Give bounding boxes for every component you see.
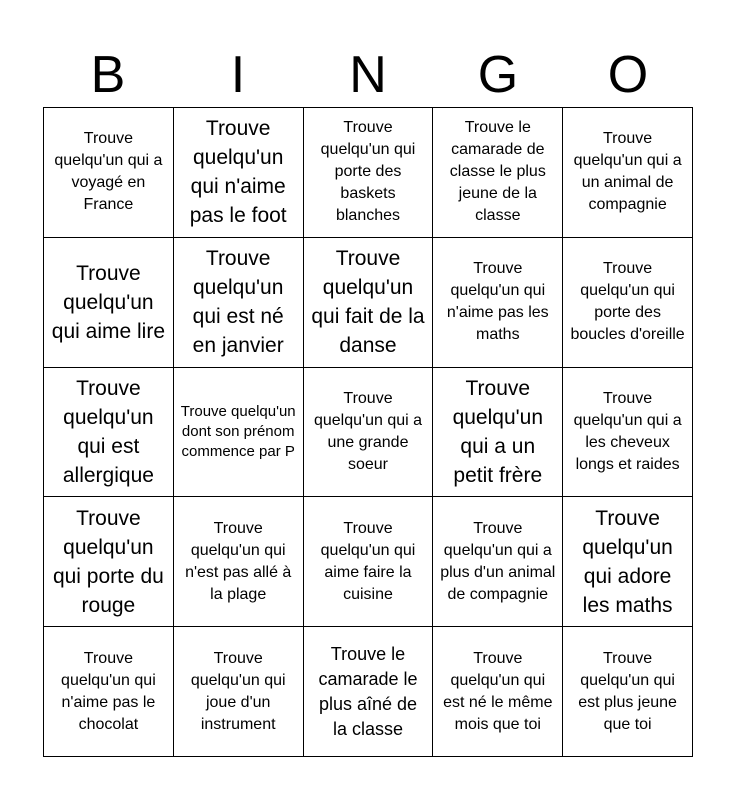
bingo-cell-text: Trouve quelqu'un qui porte des baskets blanches — [320, 119, 416, 225]
bingo-cell[interactable] — [433, 108, 563, 238]
bingo-cell[interactable] — [174, 497, 304, 627]
bingo-header — [43, 42, 693, 108]
bingo-cell[interactable] — [304, 238, 434, 368]
bingo-cell[interactable] — [563, 497, 693, 627]
bingo-cell-text: Trouve quelqu'un qui porte du rouge — [52, 506, 164, 617]
bingo-grid — [43, 107, 693, 757]
bingo-cell[interactable] — [563, 108, 693, 238]
bingo-cell[interactable] — [174, 368, 304, 498]
bingo-cell-text: Trouve quelqu'un qui n'est pas allé à la plage — [185, 519, 292, 603]
bingo-cell-text: Trouve quelqu'un qui a les cheveux longs et raides — [573, 389, 682, 473]
bingo-cell[interactable] — [44, 108, 174, 238]
header-letter-n: N — [349, 46, 387, 104]
bingo-cell[interactable] — [174, 238, 304, 368]
bingo-cell-text: Trouve quelqu'un qui porte des boucles d'oreille — [570, 260, 685, 344]
header-letter-o: O — [607, 46, 649, 104]
bingo-cell-text: Trouve quelqu'un qui est né le même mois que toi — [443, 649, 553, 733]
bingo-cell[interactable] — [563, 238, 693, 368]
bingo-cell-text: Trouve quelqu'un qui n'aime pas les maths — [446, 260, 549, 344]
bingo-cell[interactable] — [433, 627, 563, 757]
bingo-cell[interactable] — [304, 497, 434, 627]
bingo-cell[interactable] — [44, 627, 174, 757]
header-letter-i: I — [230, 46, 246, 104]
bingo-cell[interactable] — [44, 497, 174, 627]
bingo-cell[interactable] — [304, 368, 434, 498]
header-letter-b: B — [90, 46, 126, 104]
bingo-cell[interactable] — [304, 108, 434, 238]
bingo-cell[interactable] — [433, 497, 563, 627]
bingo-cell[interactable] — [174, 627, 304, 757]
bingo-cell-text: Trouve le camarade de classe le plus jeune de la classe — [449, 119, 546, 225]
bingo-cell-text: Trouve quelqu'un qui a plus d'un animal de compagnie — [440, 519, 556, 603]
bingo-cell[interactable] — [563, 627, 693, 757]
bingo-cell[interactable] — [433, 368, 563, 498]
bingo-cell[interactable] — [174, 108, 304, 238]
header-letter-g: G — [477, 46, 519, 104]
bingo-cell-text: Trouve le camarade le plus aîné de la classe — [318, 643, 418, 739]
bingo-cell-text: Trouve quelqu'un qui est plus jeune que toi — [578, 649, 677, 733]
bingo-cell-text: Trouve quelqu'un qui a une grande soeur — [313, 389, 423, 473]
bingo-cell-text: Trouve quelqu'un qui n'aime pas le foot — [189, 117, 287, 228]
bingo-cell-text: Trouve quelqu'un qui a un animal de compagnie — [573, 130, 682, 214]
bingo-cell[interactable] — [44, 238, 174, 368]
bingo-cell-text: Trouve quelqu'un qui fait de la danse — [311, 247, 425, 358]
bingo-cell-text: Trouve quelqu'un qui adore les maths — [582, 506, 673, 617]
bingo-cell-text: Trouve quelqu'un qui aime faire la cuisine — [320, 519, 416, 603]
bingo-cell[interactable] — [304, 627, 434, 757]
bingo-cell[interactable] — [563, 368, 693, 498]
bingo-cell-text: Trouve quelqu'un qui a un petit frère — [452, 376, 543, 487]
bingo-cell[interactable] — [433, 238, 563, 368]
bingo-cell-text: Trouve quelqu'un qui n'aime pas le chocolat — [61, 649, 156, 733]
bingo-cell-text: Trouve quelqu'un qui est allergique — [62, 376, 154, 487]
bingo-cell-text: Trouve quelqu'un dont son prénom commence par P — [180, 402, 296, 460]
bingo-cell-text: Trouve quelqu'un qui aime lire — [51, 261, 165, 343]
bingo-cell-text: Trouve quelqu'un qui a voyagé en France — [54, 130, 163, 214]
bingo-cell-text: Trouve quelqu'un qui est né en janvier — [192, 247, 284, 358]
bingo-cell[interactable] — [44, 368, 174, 498]
bingo-cell-text: Trouve quelqu'un qui joue d'un instrument — [190, 649, 286, 733]
